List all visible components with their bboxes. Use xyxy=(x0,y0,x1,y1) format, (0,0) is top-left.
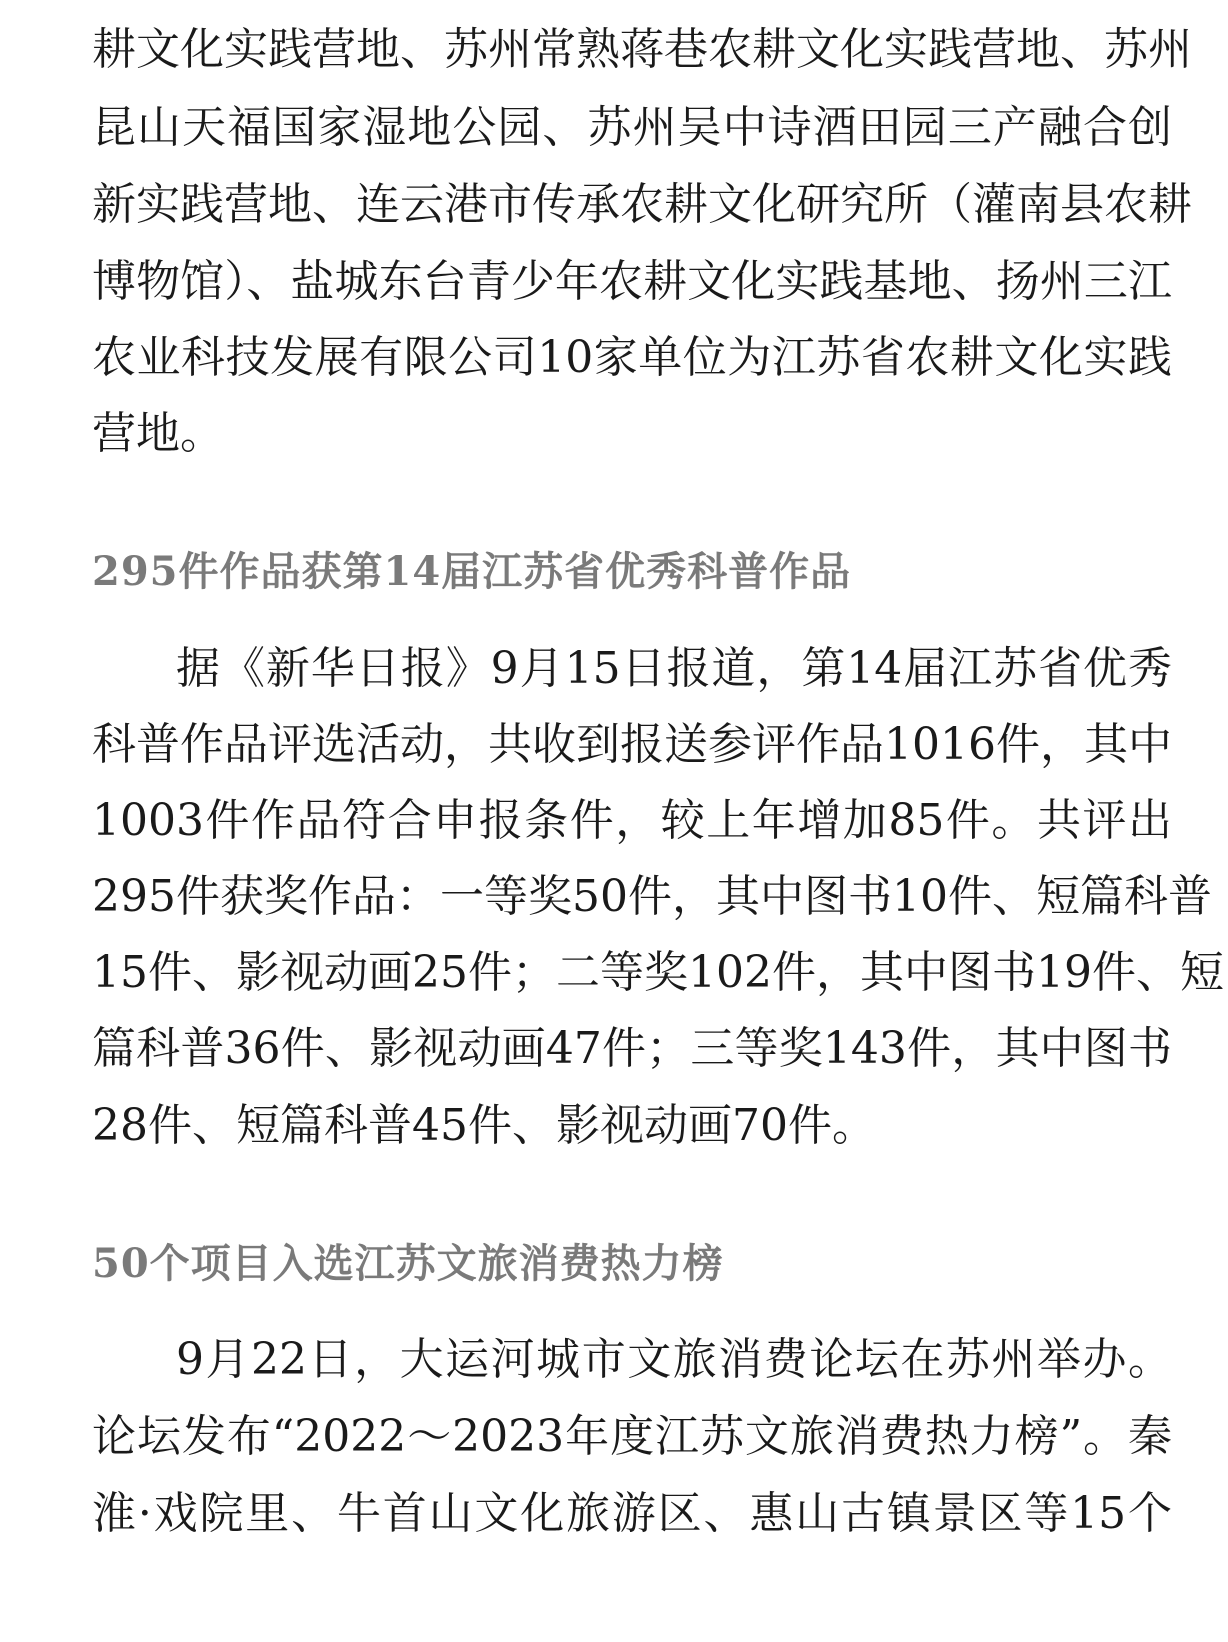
paragraph-line: 篇科普36件、影视动画47件；三等奖143件，其中图书 xyxy=(92,1023,1172,1074)
paragraph-line: 9月22日，大运河城市文旅消费论坛在苏州举办。 xyxy=(176,1334,1172,1385)
paragraph-line: 新实践营地、连云港市传承农耕文化研究所（灌南县农耕 xyxy=(92,179,1192,230)
paragraph-line: 28件、短篇科普45件、影视动画70件。 xyxy=(92,1100,876,1151)
section-heading: 295件作品获第14届江苏省优秀科普作品 xyxy=(92,548,852,595)
section-heading: 50个项目入选江苏文旅消费热力榜 xyxy=(92,1240,724,1287)
paragraph-line: 1003件作品符合申报条件，较上年增加85件。共评出 xyxy=(92,795,1172,846)
paragraph-line: 论坛发布“2022～2023年度江苏文旅消费热力榜”。秦 xyxy=(92,1411,1172,1462)
paragraph-line: 农业科技发展有限公司10家单位为江苏省农耕文化实践 xyxy=(92,332,1172,383)
paragraph-line: 营地。 xyxy=(92,408,224,459)
paragraph-line: 昆山天福国家湿地公园、苏州吴中诗酒田园三产融合创 xyxy=(92,102,1172,153)
paragraph-line: 耕文化实践营地、苏州常熟蒋巷农耕文化实践营地、苏州 xyxy=(92,24,1192,75)
paragraph-line: 295件获奖作品：一等奖50件，其中图书10件、短篇科普 xyxy=(92,871,1212,922)
paragraph-line: 淮·戏院里、牛首山文化旅游区、惠山古镇景区等15个 xyxy=(92,1488,1172,1539)
paragraph-line: 15件、影视动画25件；二等奖102件，其中图书19件、短 xyxy=(92,947,1224,998)
paragraph-line: 科普作品评选活动，共收到报送参评作品1016件，其中 xyxy=(92,719,1172,770)
paragraph-line: 博物馆）、盐城东台青少年农耕文化实践基地、扬州三江 xyxy=(92,256,1172,307)
paragraph-line: 据《新华日报》9月15日报道，第14届江苏省优秀 xyxy=(176,643,1172,694)
